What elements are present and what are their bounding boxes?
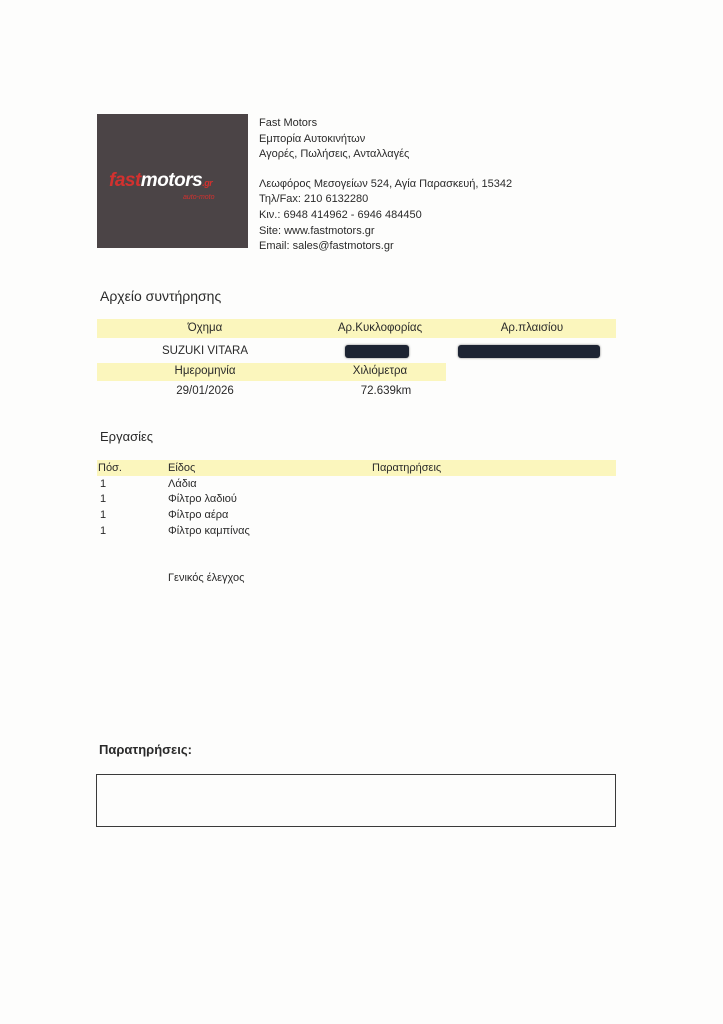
company-name: Fast Motors (259, 117, 318, 129)
notes-box (96, 774, 616, 827)
row-item: Λάδια (168, 478, 197, 490)
page-title: Αρχείο συντήρησης (100, 288, 222, 304)
company-email: Email: sales@fastmotors.gr (259, 240, 394, 253)
company-info (259, 116, 512, 255)
company-address: Λεωφόρος Μεσογείων 524, Αγία Παρασκευή, 15342 (259, 177, 513, 190)
header-qty: Πόσ. (98, 462, 122, 474)
logo-tagline: auto-moto (183, 194, 215, 201)
company-line1: Εμπορία Αυτοκινήτων (259, 132, 366, 145)
row-item: Φίλτρο αέρα (168, 509, 229, 521)
header-chassis: Αρ.πλαισίου (500, 322, 564, 334)
company-line2: Αγορές, Πωλήσεις, Ανταλλαγές (259, 148, 410, 161)
general-check: Γενικός έλεγχος (168, 572, 245, 584)
work-section-title: Εργασίες (100, 429, 154, 444)
company-phone: Τηλ/Fax: 210 6132280 (259, 193, 369, 206)
service-date: 29/01/2026 (176, 385, 234, 397)
company-site: Site: www.fastmotors.gr (259, 224, 375, 237)
row-item: Φίλτρο λαδιού (168, 493, 237, 505)
row-qty: 1 (100, 478, 107, 490)
odometer-km: 72.639km (360, 385, 412, 397)
notes-title: Παρατηρήσεις: (99, 742, 192, 757)
header-remarks: Παρατηρήσεις (372, 462, 442, 474)
company-mobile: Κιν.: 6948 414962 - 6946 484450 (259, 208, 422, 221)
row-item: Φίλτρο καμπίνας (168, 525, 250, 537)
header-vehicle: Όχημα (187, 322, 223, 334)
company-logo (97, 114, 248, 248)
header-km: Χιλιόμετρα (352, 365, 408, 377)
row-qty: 1 (100, 509, 107, 521)
logo-wordmark: fastmotors.gr (109, 170, 213, 191)
header-plate: Αρ.Κυκλοφορίας (337, 322, 423, 334)
row-qty: 1 (100, 525, 107, 537)
row-qty: 1 (100, 493, 107, 505)
redacted-chassis (458, 345, 600, 358)
vehicle-model: SUZUKI VITARA (161, 345, 249, 357)
header-item: Είδος (168, 462, 196, 474)
redacted-plate (345, 345, 409, 358)
header-date: Ημερομηνία (174, 365, 236, 377)
